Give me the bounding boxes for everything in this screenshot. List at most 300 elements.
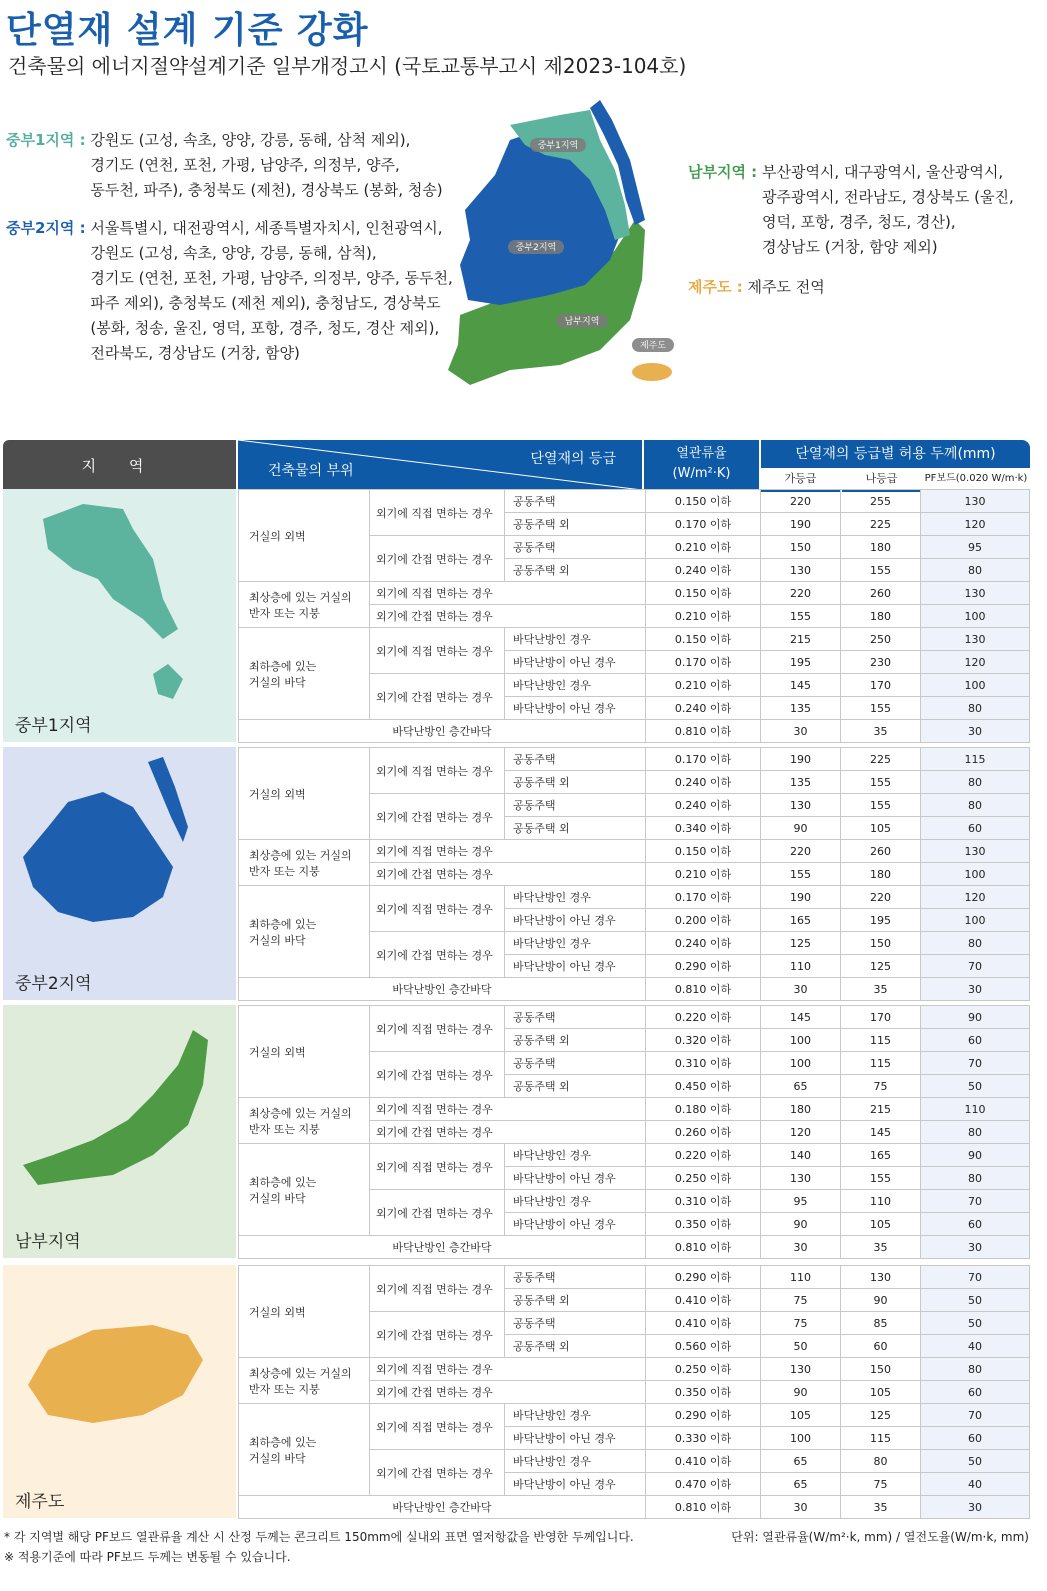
- cell-ga: 215: [761, 628, 841, 651]
- cell-grade-sub: 바닥난방이 아닌 경우: [505, 1473, 646, 1496]
- cell-grade-sub: 공동주택 외: [505, 559, 646, 582]
- cell-condition: 외기에 직접 면하는 경우: [370, 582, 646, 605]
- cell-na: 75: [841, 1075, 921, 1098]
- cell-pf: 30: [921, 1236, 1030, 1259]
- cell-resistance: 0.450 이하: [646, 1075, 761, 1098]
- cell-part: 거실의 외벽: [239, 1006, 370, 1098]
- cell-part: 최하층에 있는 거실의 바닥: [239, 1404, 370, 1496]
- cell-pf: 115: [921, 748, 1030, 771]
- table-header: [3, 440, 1030, 490]
- cell-pf: 100: [921, 674, 1030, 697]
- cell-ga: 30: [761, 1496, 841, 1519]
- cell-pf: 120: [921, 651, 1030, 674]
- cell-pf: 100: [921, 605, 1030, 628]
- footer-note-2: ※ 적용기준에 따라 PF보드 두께는 변동될 수 있습니다.: [4, 1550, 291, 1564]
- cell-grade-sub: 바닥난방이 아닌 경우: [505, 955, 646, 978]
- cell-part: 최하층에 있는 거실의 바닥: [239, 1144, 370, 1236]
- table-row: [239, 490, 1030, 513]
- cell-grade-sub: 공동주택 외: [505, 1075, 646, 1098]
- cell-na: 215: [841, 1098, 921, 1121]
- header-part-grade: [238, 440, 642, 490]
- header-thickness: 단열재의 등급별 허용 두께(mm): [761, 440, 1030, 468]
- section-2: [3, 1005, 1030, 1258]
- cell-pf: 80: [921, 794, 1030, 817]
- cell-ga: 110: [761, 955, 841, 978]
- cell-ga: 65: [761, 1075, 841, 1098]
- cell-ga: 110: [761, 1266, 841, 1289]
- cell-ga: 130: [761, 1358, 841, 1381]
- cell-na: 260: [841, 840, 921, 863]
- cell-pf: 90: [921, 1006, 1030, 1029]
- section-1: [3, 747, 1030, 1000]
- table-row: [239, 1098, 1030, 1121]
- central1-label: 중부1지역 :: [6, 131, 86, 149]
- cell-pf: 60: [921, 1213, 1030, 1236]
- cell-pf: 60: [921, 817, 1030, 840]
- cell-na: 35: [841, 720, 921, 743]
- cell-resistance: 0.410 이하: [646, 1450, 761, 1473]
- cell-resistance: 0.340 이하: [646, 817, 761, 840]
- cell-part: 최상층에 있는 거실의 반자 또는 지붕: [239, 1098, 370, 1144]
- cell-grade-sub: 바닥난방인 경우: [505, 674, 646, 697]
- map-label-south: 남부지역: [564, 317, 600, 327]
- cell-resistance: 0.150 이하: [646, 490, 761, 513]
- cell-pf: 70: [921, 955, 1030, 978]
- cell-ga: 120: [761, 1121, 841, 1144]
- cell-resistance: 0.240 이하: [646, 932, 761, 955]
- cell-resistance: 0.810 이하: [646, 1496, 761, 1519]
- cell-pf: 130: [921, 582, 1030, 605]
- cell-ga: 135: [761, 697, 841, 720]
- cell-na: 195: [841, 909, 921, 932]
- table-row: [239, 1144, 1030, 1167]
- cell-pf: 80: [921, 932, 1030, 955]
- cell-pf: 40: [921, 1473, 1030, 1496]
- cell-na: 165: [841, 1144, 921, 1167]
- table-row: [239, 1404, 1030, 1427]
- cell-pf: 130: [921, 840, 1030, 863]
- cell-grade-sub: 바닥난방이 아닌 경우: [505, 1167, 646, 1190]
- cell-ga: 65: [761, 1450, 841, 1473]
- cell-ga: 100: [761, 1427, 841, 1450]
- cell-ga: 30: [761, 720, 841, 743]
- cell-na: 170: [841, 1006, 921, 1029]
- section-3: [3, 1265, 1030, 1518]
- cell-na: 60: [841, 1335, 921, 1358]
- cell-resistance: 0.240 이하: [646, 771, 761, 794]
- cell-pf: 80: [921, 1167, 1030, 1190]
- cell-resistance: 0.170 이하: [646, 513, 761, 536]
- cell-pf: 100: [921, 909, 1030, 932]
- cell-pf: 30: [921, 1496, 1030, 1519]
- cell-condition: 외기에 직접 면하는 경우: [370, 886, 505, 932]
- cell-ga: 75: [761, 1312, 841, 1335]
- cell-na: 105: [841, 1213, 921, 1236]
- cell-condition: 외기에 직접 면하는 경우: [370, 1266, 505, 1312]
- cell-na: 130: [841, 1266, 921, 1289]
- table-row: [239, 1006, 1030, 1029]
- cell-na: 170: [841, 674, 921, 697]
- table-row: [239, 1358, 1030, 1381]
- section-region-map-icon: [3, 489, 236, 709]
- cell-pf: 40: [921, 1335, 1030, 1358]
- cell-pf: 60: [921, 1029, 1030, 1052]
- cell-na: 260: [841, 582, 921, 605]
- cell-na: 125: [841, 955, 921, 978]
- cell-ga: 220: [761, 490, 841, 513]
- section-region-name: 중부2지역: [15, 974, 92, 994]
- cell-grade-sub: 바닥난방이 아닌 경우: [505, 1427, 646, 1450]
- cell-ga: 220: [761, 582, 841, 605]
- cell-grade-sub: 바닥난방인 경우: [505, 1190, 646, 1213]
- cell-resistance: 0.210 이하: [646, 863, 761, 886]
- table-row: [239, 1266, 1030, 1289]
- cell-resistance: 0.290 이하: [646, 955, 761, 978]
- cell-na: 155: [841, 794, 921, 817]
- cell-na: 180: [841, 605, 921, 628]
- cell-condition: 외기에 간접 면하는 경우: [370, 932, 505, 978]
- header-grade: 단열재의 등급: [530, 451, 616, 467]
- cell-part: 거실의 외벽: [239, 748, 370, 840]
- cell-condition: 외기에 직접 면하는 경우: [370, 1098, 646, 1121]
- cell-part: 최상층에 있는 거실의 반자 또는 지붕: [239, 1358, 370, 1404]
- cell-resistance: 0.330 이하: [646, 1427, 761, 1450]
- cell-pf: 130: [921, 490, 1030, 513]
- footer-unit: 단위: 열관류율(W/m²·k, mm) / 열전도율(W/m·k, mm): [731, 1530, 1029, 1544]
- cell-na: 150: [841, 1358, 921, 1381]
- cell-ga: 125: [761, 932, 841, 955]
- cell-resistance: 0.220 이하: [646, 1144, 761, 1167]
- cell-grade-sub: 공동주택: [505, 1006, 646, 1029]
- cell-grade-sub: 공동주택 외: [505, 1029, 646, 1052]
- cell-na: 145: [841, 1121, 921, 1144]
- south-description: [688, 160, 1014, 260]
- cell-ga: 220: [761, 840, 841, 863]
- cell-resistance: 0.150 이하: [646, 582, 761, 605]
- cell-na: 155: [841, 697, 921, 720]
- cell-pf: 30: [921, 978, 1030, 1001]
- cell-na: 180: [841, 536, 921, 559]
- cell-grade-sub: 공동주택: [505, 536, 646, 559]
- cell-pf: 50: [921, 1075, 1030, 1098]
- cell-na: 125: [841, 1404, 921, 1427]
- cell-ga: 165: [761, 909, 841, 932]
- map-label-jeju: 제주도: [639, 341, 667, 351]
- cell-grade-sub: 바닥난방이 아닌 경우: [505, 909, 646, 932]
- cell-pf: 80: [921, 771, 1030, 794]
- cell-condition: 외기에 직접 면하는 경우: [370, 840, 646, 863]
- cell-resistance: 0.240 이하: [646, 559, 761, 582]
- cell-condition: 외기에 간접 면하는 경우: [370, 794, 505, 840]
- cell-resistance: 0.290 이하: [646, 1266, 761, 1289]
- cell-ga: 65: [761, 1473, 841, 1496]
- cell-ga: 155: [761, 863, 841, 886]
- cell-ga: 130: [761, 794, 841, 817]
- cell-part: 거실의 외벽: [239, 490, 370, 582]
- cell-ga: 140: [761, 1144, 841, 1167]
- map-label-central2: 중부2지역: [515, 243, 557, 253]
- cell-na: 255: [841, 490, 921, 513]
- section-region-name: 남부지역: [15, 1232, 81, 1252]
- cell-pf: 80: [921, 559, 1030, 582]
- central1-description: [6, 128, 443, 203]
- header-na: 나등급: [842, 468, 921, 492]
- cell-pf: 50: [921, 1289, 1030, 1312]
- section-region-name: 중부1지역: [15, 716, 92, 736]
- central2-text: 서울특별시, 대전광역시, 세종특별자치시, 인천광역시, 강원도 (고성, 속초, 양양, 강릉, 동해, 삼척), 경기도 (연천, 포천, 가평, 남양주, 의정부, 양주, 동두천, 파주 제외), 충청북도 (제천 제외), 충청남도, 경상북도 (봉화, 청송, 울진, 영덕, 포항, 경주, 청도, 경산 제외), 전라북도, 경상남도 (거창, 함양): [90, 219, 453, 362]
- header-ga: 가등급: [761, 468, 840, 492]
- cell-grade-sub: 공동주택 외: [505, 771, 646, 794]
- cell-resistance: 0.180 이하: [646, 1098, 761, 1121]
- cell-na: 115: [841, 1029, 921, 1052]
- cell-grade-sub: 공동주택: [505, 748, 646, 771]
- cell-na: 230: [841, 651, 921, 674]
- cell-pf: 90: [921, 1144, 1030, 1167]
- cell-ga: 75: [761, 1289, 841, 1312]
- cell-grade-sub: 공동주택: [505, 1266, 646, 1289]
- cell-pf: 95: [921, 536, 1030, 559]
- section-region-panel: [3, 1265, 236, 1518]
- cell-pf: 80: [921, 1121, 1030, 1144]
- table-row: [239, 886, 1030, 909]
- jeju-description: [688, 275, 825, 300]
- table-row: [239, 628, 1030, 651]
- cell-resistance: 0.240 이하: [646, 794, 761, 817]
- section-region-panel: [3, 1005, 236, 1258]
- cell-pf: 50: [921, 1312, 1030, 1335]
- cell-ga: 30: [761, 1236, 841, 1259]
- cell-resistance: 0.560 이하: [646, 1335, 761, 1358]
- cell-condition: 외기에 직접 면하는 경우: [370, 1006, 505, 1052]
- table-row: [239, 582, 1030, 605]
- section-table: [238, 1005, 1030, 1259]
- jeju-label: 제주도 :: [688, 278, 743, 296]
- cell-ga: 90: [761, 1381, 841, 1404]
- cell-ga: 105: [761, 1404, 841, 1427]
- cell-pf: 70: [921, 1190, 1030, 1213]
- page-title: 단열재 설계 기준 강화: [6, 10, 369, 51]
- cell-grade-sub: 바닥난방인 경우: [505, 1144, 646, 1167]
- cell-grade-sub: 바닥난방이 아닌 경우: [505, 697, 646, 720]
- cell-grade-sub: 공동주택: [505, 1312, 646, 1335]
- cell-resistance: 0.170 이하: [646, 748, 761, 771]
- cell-condition: 외기에 직접 면하는 경우: [370, 490, 505, 536]
- cell-resistance: 0.250 이하: [646, 1167, 761, 1190]
- cell-ga: 180: [761, 1098, 841, 1121]
- cell-ga: 50: [761, 1335, 841, 1358]
- south-text: 부산광역시, 대구광역시, 울산광역시, 광주광역시, 전라남도, 경상북도 (울진, 영덕, 포항, 경주, 청도, 경산), 경상남도 (거창, 함양 제외): [761, 163, 1014, 256]
- central2-label: 중부2지역 :: [6, 219, 86, 237]
- cell-interfloor: 바닥난방인 층간바닥: [239, 978, 646, 1001]
- cell-condition: 외기에 직접 면하는 경우: [370, 1144, 505, 1190]
- cell-ga: 190: [761, 513, 841, 536]
- cell-ga: 155: [761, 605, 841, 628]
- cell-grade-sub: 공동주택 외: [505, 1335, 646, 1358]
- header-part: 건축물의 부위: [268, 463, 354, 479]
- cell-resistance: 0.210 이하: [646, 674, 761, 697]
- cell-na: 85: [841, 1312, 921, 1335]
- cell-condition: 외기에 간접 면하는 경우: [370, 1052, 505, 1098]
- section-region-map-icon: [3, 1265, 236, 1485]
- cell-ga: 135: [761, 771, 841, 794]
- cell-grade-sub: 바닥난방이 아닌 경우: [505, 651, 646, 674]
- cell-na: 75: [841, 1473, 921, 1496]
- cell-na: 155: [841, 1167, 921, 1190]
- cell-pf: 70: [921, 1266, 1030, 1289]
- footer-note-1: * 각 지역별 해당 PF보드 열관류율 계산 시 산정 두께는 콘크리트 150mm에 실내외 표면 열저항값을 반영한 두께입니다.: [4, 1530, 634, 1544]
- cell-na: 90: [841, 1289, 921, 1312]
- cell-resistance: 0.810 이하: [646, 1236, 761, 1259]
- jeju-text: 제주도 전역: [747, 278, 825, 296]
- table-row: [239, 720, 1030, 743]
- cell-condition: 외기에 간접 면하는 경우: [370, 863, 646, 886]
- cell-pf: 60: [921, 1427, 1030, 1450]
- cell-na: 35: [841, 1236, 921, 1259]
- table-row: [239, 840, 1030, 863]
- cell-part: 최상층에 있는 거실의 반자 또는 지붕: [239, 582, 370, 628]
- section-table: [238, 489, 1030, 743]
- cell-interfloor: 바닥난방인 층간바닥: [239, 1236, 646, 1259]
- cell-pf: 110: [921, 1098, 1030, 1121]
- cell-resistance: 0.310 이하: [646, 1190, 761, 1213]
- cell-na: 80: [841, 1450, 921, 1473]
- cell-condition: 외기에 간접 면하는 경우: [370, 536, 505, 582]
- cell-ga: 190: [761, 886, 841, 909]
- cell-interfloor: 바닥난방인 층간바닥: [239, 1496, 646, 1519]
- cell-grade-sub: 공동주택 외: [505, 1289, 646, 1312]
- cell-grade-sub: 공동주택: [505, 490, 646, 513]
- cell-condition: 외기에 간접 면하는 경우: [370, 1121, 646, 1144]
- south-label: 남부지역 :: [688, 163, 758, 181]
- cell-pf: 70: [921, 1404, 1030, 1427]
- cell-part: 최하층에 있는 거실의 바닥: [239, 628, 370, 720]
- cell-na: 220: [841, 886, 921, 909]
- cell-pf: 60: [921, 1381, 1030, 1404]
- cell-pf: 120: [921, 513, 1030, 536]
- cell-resistance: 0.170 이하: [646, 886, 761, 909]
- cell-resistance: 0.210 이하: [646, 536, 761, 559]
- cell-resistance: 0.810 이하: [646, 720, 761, 743]
- central2-description: [6, 216, 453, 366]
- cell-resistance: 0.310 이하: [646, 1052, 761, 1075]
- cell-ga: 100: [761, 1029, 841, 1052]
- section-region-map-icon: [3, 747, 236, 967]
- header-pf: PF보드(0.020 W/m·k): [922, 468, 1030, 492]
- cell-na: 225: [841, 513, 921, 536]
- cell-na: 105: [841, 1381, 921, 1404]
- cell-pf: 70: [921, 1052, 1030, 1075]
- cell-resistance: 0.320 이하: [646, 1029, 761, 1052]
- cell-pf: 130: [921, 628, 1030, 651]
- cell-na: 180: [841, 863, 921, 886]
- section-table: [238, 1265, 1030, 1519]
- cell-pf: 80: [921, 697, 1030, 720]
- cell-ga: 30: [761, 978, 841, 1001]
- cell-na: 250: [841, 628, 921, 651]
- cell-resistance: 0.150 이하: [646, 840, 761, 863]
- table-row: [239, 1236, 1030, 1259]
- cell-resistance: 0.260 이하: [646, 1121, 761, 1144]
- section-region-panel: [3, 747, 236, 1000]
- cell-grade-sub: 공동주택 외: [505, 513, 646, 536]
- cell-ga: 95: [761, 1190, 841, 1213]
- cell-grade-sub: 바닥난방이 아닌 경우: [505, 1213, 646, 1236]
- cell-ga: 100: [761, 1052, 841, 1075]
- cell-grade-sub: 공동주택: [505, 1052, 646, 1075]
- cell-ga: 90: [761, 817, 841, 840]
- cell-na: 110: [841, 1190, 921, 1213]
- cell-grade-sub: 바닥난방인 경우: [505, 1404, 646, 1427]
- cell-grade-sub: 공동주택 외: [505, 817, 646, 840]
- section-region-panel: [3, 489, 236, 742]
- map-jeju-region: [632, 363, 672, 381]
- cell-condition: 외기에 간접 면하는 경우: [370, 1381, 646, 1404]
- cell-grade-sub: 공동주택: [505, 794, 646, 817]
- section-region-name: 제주도: [15, 1492, 65, 1512]
- cell-condition: 외기에 간접 면하는 경우: [370, 1190, 505, 1236]
- cell-na: 225: [841, 748, 921, 771]
- korea-region-map: [440, 100, 690, 390]
- cell-ga: 190: [761, 748, 841, 771]
- cell-part: 최상층에 있는 거실의 반자 또는 지붕: [239, 840, 370, 886]
- cell-ga: 145: [761, 1006, 841, 1029]
- cell-condition: 외기에 간접 면하는 경우: [370, 605, 646, 628]
- cell-ga: 195: [761, 651, 841, 674]
- cell-interfloor: 바닥난방인 층간바닥: [239, 720, 646, 743]
- table-row: [239, 978, 1030, 1001]
- cell-na: 35: [841, 978, 921, 1001]
- cell-na: 115: [841, 1052, 921, 1075]
- section-region-map-icon: [3, 1005, 236, 1225]
- cell-resistance: 0.250 이하: [646, 1358, 761, 1381]
- cell-resistance: 0.410 이하: [646, 1289, 761, 1312]
- cell-ga: 130: [761, 559, 841, 582]
- header-region: 지 역: [3, 440, 236, 490]
- map-label-central1: 중부1지역: [537, 141, 579, 151]
- cell-condition: 외기에 간접 면하는 경우: [370, 1450, 505, 1496]
- header-resistance: 열관류율 (W/m²·K): [644, 440, 759, 490]
- cell-na: 155: [841, 771, 921, 794]
- section-table: [238, 747, 1030, 1001]
- cell-resistance: 0.200 이하: [646, 909, 761, 932]
- central1-text: 강원도 (고성, 속초, 양양, 강릉, 동해, 삼척 제외), 경기도 (연천, 포천, 가평, 남양주, 의정부, 양주, 동두천, 파주), 충청북도 (제천), 경상북도 (봉화, 청송): [90, 131, 443, 199]
- cell-resistance: 0.350 이하: [646, 1381, 761, 1404]
- cell-condition: 외기에 간접 면하는 경우: [370, 1312, 505, 1358]
- cell-na: 155: [841, 559, 921, 582]
- cell-ga: 130: [761, 1167, 841, 1190]
- page-subtitle: 건축물의 에너지절약설계기준 일부개정고시 (국토교통부고시 제2023-104호): [8, 54, 687, 78]
- cell-resistance: 0.350 이하: [646, 1213, 761, 1236]
- cell-condition: 외기에 직접 면하는 경우: [370, 1358, 646, 1381]
- cell-resistance: 0.470 이하: [646, 1473, 761, 1496]
- cell-ga: 145: [761, 674, 841, 697]
- cell-resistance: 0.170 이하: [646, 651, 761, 674]
- cell-na: 35: [841, 1496, 921, 1519]
- cell-pf: 120: [921, 886, 1030, 909]
- cell-condition: 외기에 직접 면하는 경우: [370, 1404, 505, 1450]
- cell-part: 최하층에 있는 거실의 바닥: [239, 886, 370, 978]
- cell-pf: 30: [921, 720, 1030, 743]
- cell-resistance: 0.410 이하: [646, 1312, 761, 1335]
- cell-pf: 100: [921, 863, 1030, 886]
- cell-na: 150: [841, 932, 921, 955]
- cell-ga: 90: [761, 1213, 841, 1236]
- cell-resistance: 0.290 이하: [646, 1404, 761, 1427]
- cell-grade-sub: 바닥난방인 경우: [505, 932, 646, 955]
- cell-condition: 외기에 직접 면하는 경우: [370, 748, 505, 794]
- cell-resistance: 0.240 이하: [646, 697, 761, 720]
- cell-grade-sub: 바닥난방인 경우: [505, 1450, 646, 1473]
